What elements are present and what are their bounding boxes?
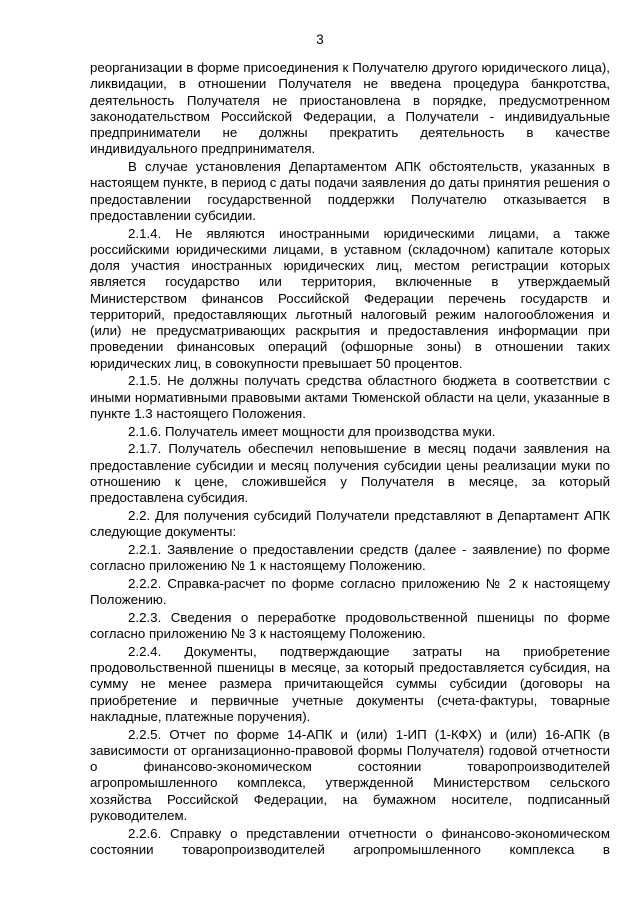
paragraph-2-2-5: 2.2.5. Отчет по форме 14-АПК и (или) 1-ИП (1-КФХ) и (или) 16-АПК (в зависимости от организационно-правовой формы Получателя) годовой отчетности о финансово-экономическом состоянии товаропроизводителей агропромышленного комплекса, утвержденной Министерством сельского хозяйства Российской Федерации, на бумажном носителе, подписанный руководителем.: [90, 726, 610, 823]
paragraph-reorganization: реорганизации в форме присоединения к Получателю другого юридического лица), ликвидации, в отношении Получателя не введена процедура банкротства, деятельность Получателя не приостановлена в порядке, предусмотренном законодательством Российской Федерации, а Получатели - индивидуальные предприниматели не должны прекратить деятельность в качестве индивидуального предпринимателя.: [90, 60, 610, 157]
paragraph-2-2-4: 2.2.4. Документы, подтверждающие затраты на приобретение продовольственной пшеницы в месяце, за который предоставляется субсидия, на сумму не менее размера причитающейся суммы субсидии (договоры на приобретение и первичные учетные документы (счета-фактуры, товарные накладные, платежные поручения).: [90, 643, 610, 724]
paragraph-2-1-6: 2.1.6. Получатель имеет мощности для производства муки.: [128, 423, 496, 439]
paragraph-2-2: 2.2. Для получения субсидий Получатели представляют в Департамент АПК следующие документы:: [90, 507, 610, 539]
paragraph-2-2-2: 2.2.2. Справка-расчет по форме согласно приложению № 2 к настоящему Положению.: [90, 575, 610, 607]
paragraph-2-2-3: 2.2.3. Сведения о переработке продовольственной пшеницы по форме согласно приложению № 3 к настоящему Положению.: [90, 609, 610, 641]
paragraph-circumstances: В случае установления Департаментом АПК обстоятельств, указанных в настоящем пункте, в период с даты подачи заявления до даты принятия решения о предоставлении государственной поддержки Получателю отказывается в предоставлении субсидии.: [90, 159, 610, 223]
paragraph-2-1-5: 2.1.5. Не должны получать средства областного бюджета в соответствии с иными нормативными правовыми актами Тюменской области на цели, указанные в пункте 1.3 настоящего Положения.: [90, 373, 610, 421]
document-body: [90, 60, 610, 860]
paragraph-2-1-4: 2.1.4. Не являются иностранными юридическими лицами, а также российскими юридическими лицами, в уставном (складочном) капитале которых доля участия иностранных юридических лиц, местом регистрации которых является государство или территория, включенные в утверждаемый Министерством финансов Российской Федерации перечень государств и территорий, предоставляющих льготный налоговый режим налогообложения и (или) не предусматривающих раскрытия и предоставления информации при проведении финансовых операций (офшорные зоны) в отношении таких юридических лиц, в совокупности превышает 50 процентов.: [90, 225, 610, 371]
paragraph-2-2-1: 2.2.1. Заявление о предоставлении средств (далее - заявление) по форме согласно приложению № 1 к настоящему Положению.: [90, 541, 610, 573]
paragraph-2-2-6: 2.2.6. Справку о представлении отчетности о финансово-экономическом состоянии товаропроизводителей агропромышленного комплекса в: [90, 825, 610, 857]
paragraph-2-1-7: 2.1.7. Получатель обеспечил неповышение в месяц подачи заявления на предоставление субсидии и месяц получения субсидии цены реализации муки по отношению к цене, сложившейся у Получателя в месяце, за который предоставлена субсидия.: [90, 441, 610, 505]
page-number: 3: [316, 32, 324, 47]
